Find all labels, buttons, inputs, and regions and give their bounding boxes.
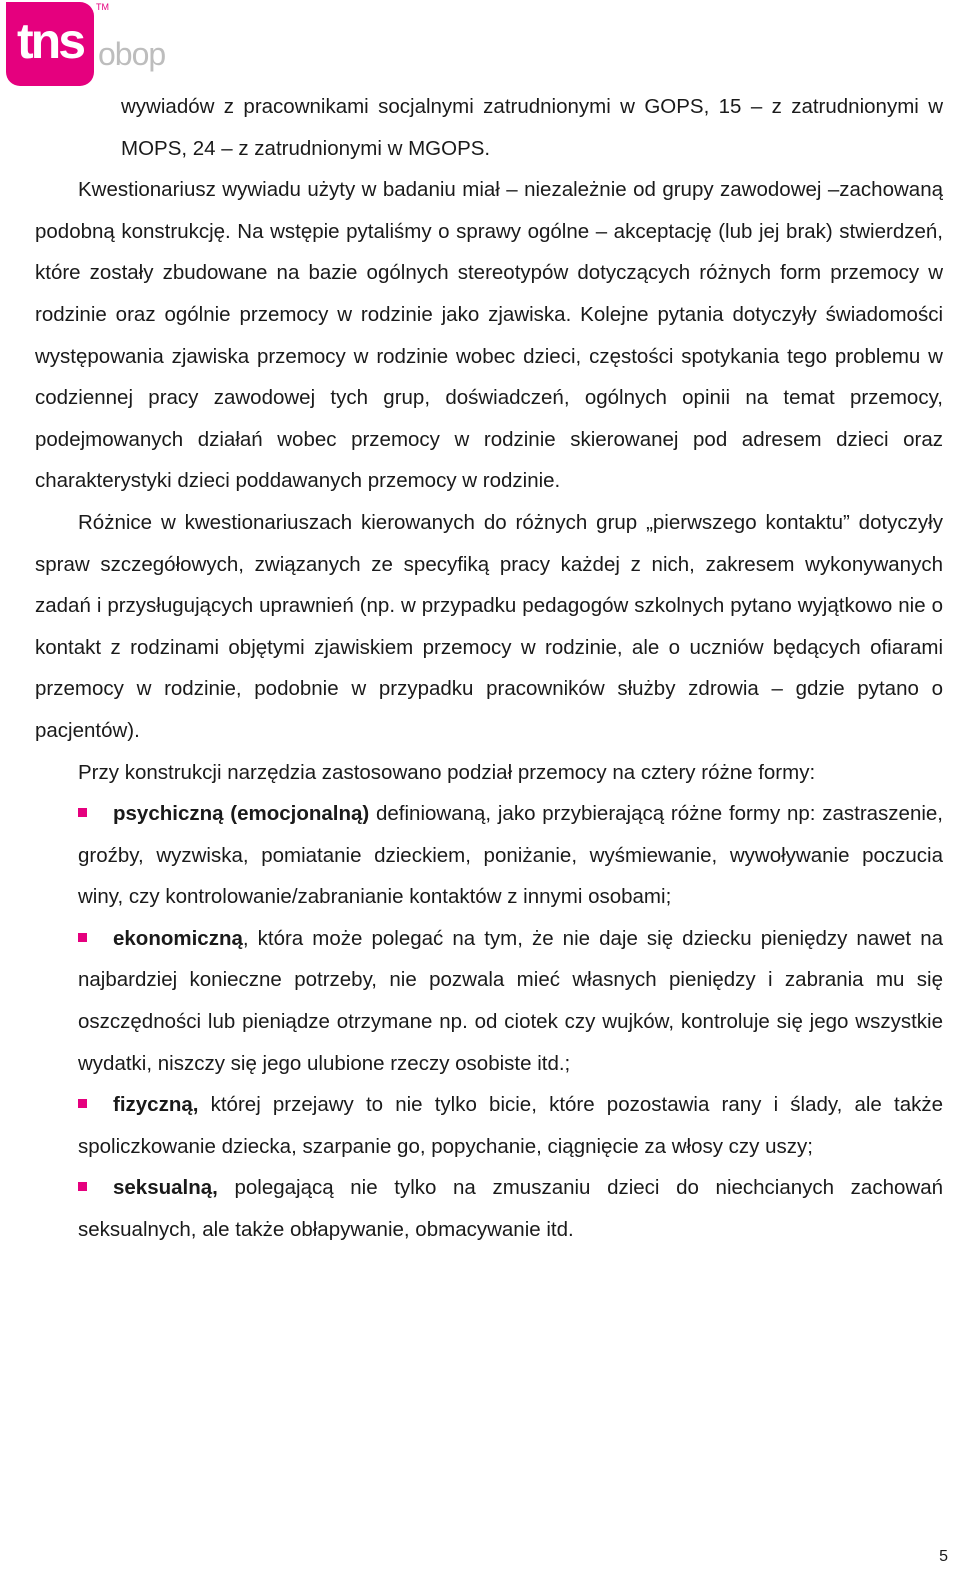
form-term: fizyczną, [113, 1093, 199, 1117]
form-description: polegającą nie tylko na zmuszaniu dzieci do niechcianych zachowań seksualnych, ale także obłapywanie, obmacywanie itd. [78, 1176, 943, 1242]
document-body [35, 86, 943, 1251]
form-description: której przejawy to nie tylko bicie, które pozostawia rany i ślady, ale także spoliczkowanie dziecka, szarpanie go, popychanie, ciągnięcie za włosy czy uszy; [78, 1093, 943, 1158]
paragraph-questionnaire: Kwestionariusz wywiadu użyty w badaniu miał – niezależnie od grupy zawodowej –zachowaną podobną konstrukcję. Na wstępie pytaliśmy o sprawy ogólne – akceptację (lub jej brak) stwierdzeń, które zostały zbudowane na bazie ogólnych stereotypów dotyczących różnych form przemocy w rodzinie oraz ogólnie przemocy w rodzinie jako zjawiska. Kolejne pytania dotyczyły świadomości występowania zjawiska przemocy w rodzinie wobec dzieci, częstości spotykania tego problemu w codziennej pracy zawodowej tych grup, doświadczeń, ogólnych opinii na temat przemocy, podejmowanych działań wobec przemocy w rodzinie skierowanej pod adresem dzieci oraz charakterystyki dzieci poddawanych przemocy w rodzinie. [35, 178, 943, 493]
square-bullet-icon [78, 808, 87, 817]
square-bullet-icon [78, 1182, 87, 1191]
paragraph-differences: Różnice w kwestionariuszach kierowanych do różnych grup „pierwszego kontaktu” dotyczyły spraw szczegółowych, związanych ze specyfiką pracy każdej z nich, zakresem wykonywanych zadań i przysługujących uprawnień (np. w przypadku pedagogów szkolnych pytano wyjątkowo nie o kontakt z rodzinami objętymi zjawiskiem przemocy w rodzinie, ale o uczniów będących ofiarami przemocy w rodzinie, podobnie w przypadku pracowników służby zdrowia – gdzie pytano o pacjentów). [35, 510, 943, 742]
form-term: seksualną, [113, 1176, 218, 1200]
logo-mark [6, 2, 94, 86]
form-term: ekonomiczną [113, 926, 243, 950]
logo-wordmark: obop [98, 36, 166, 72]
square-bullet-icon [78, 1099, 87, 1108]
form-term: psychiczną (emocjonalną) [113, 802, 370, 826]
list-item [35, 1167, 943, 1250]
square-bullet-icon [78, 933, 87, 942]
logo-trademark: TM [96, 2, 109, 12]
form-description: definiowaną, jako przybierającą różne formy np: zastraszenie, groźby, wyzwiska, pomiatanie dzieckiem, poniżanie, wyśmiewanie, wywoływanie poczucia winy, czy kontrolowanie/zabranianie kontaktów z innymi osobami; [78, 802, 943, 909]
form-description: , która może polegać na tym, że nie daje się dziecku pieniędzy nawet na najbardziej konieczne potrzeby, nie pozwala mieć własnych pieniędzy i zabrania mu się oszczędności lub pieniądze otrzymane np. od ciotek czy wujków, kontroluje się jego wszystkie wydatki, niszczy się jego ulubione rzeczy osobiste itd.; [78, 926, 943, 1075]
logo-mark-text: tns [17, 13, 83, 69]
paragraph-interview-counts: wywiadów z pracownikami socjalnymi zatrudnionymi w GOPS, 15 – z zatrudnionymi w MOPS, 24 – z zatrudnionymi w MGOPS. [121, 95, 943, 160]
list-item [35, 1084, 943, 1167]
paragraph-forms-intro: Przy konstrukcji narzędzia zastosowano podział przemocy na cztery różne formy: [78, 760, 816, 784]
page-number: 5 [939, 1548, 948, 1565]
tns-obop-logo [6, 2, 176, 88]
list-item [35, 793, 943, 918]
list-item [35, 918, 943, 1084]
violence-forms-list [35, 793, 943, 1251]
